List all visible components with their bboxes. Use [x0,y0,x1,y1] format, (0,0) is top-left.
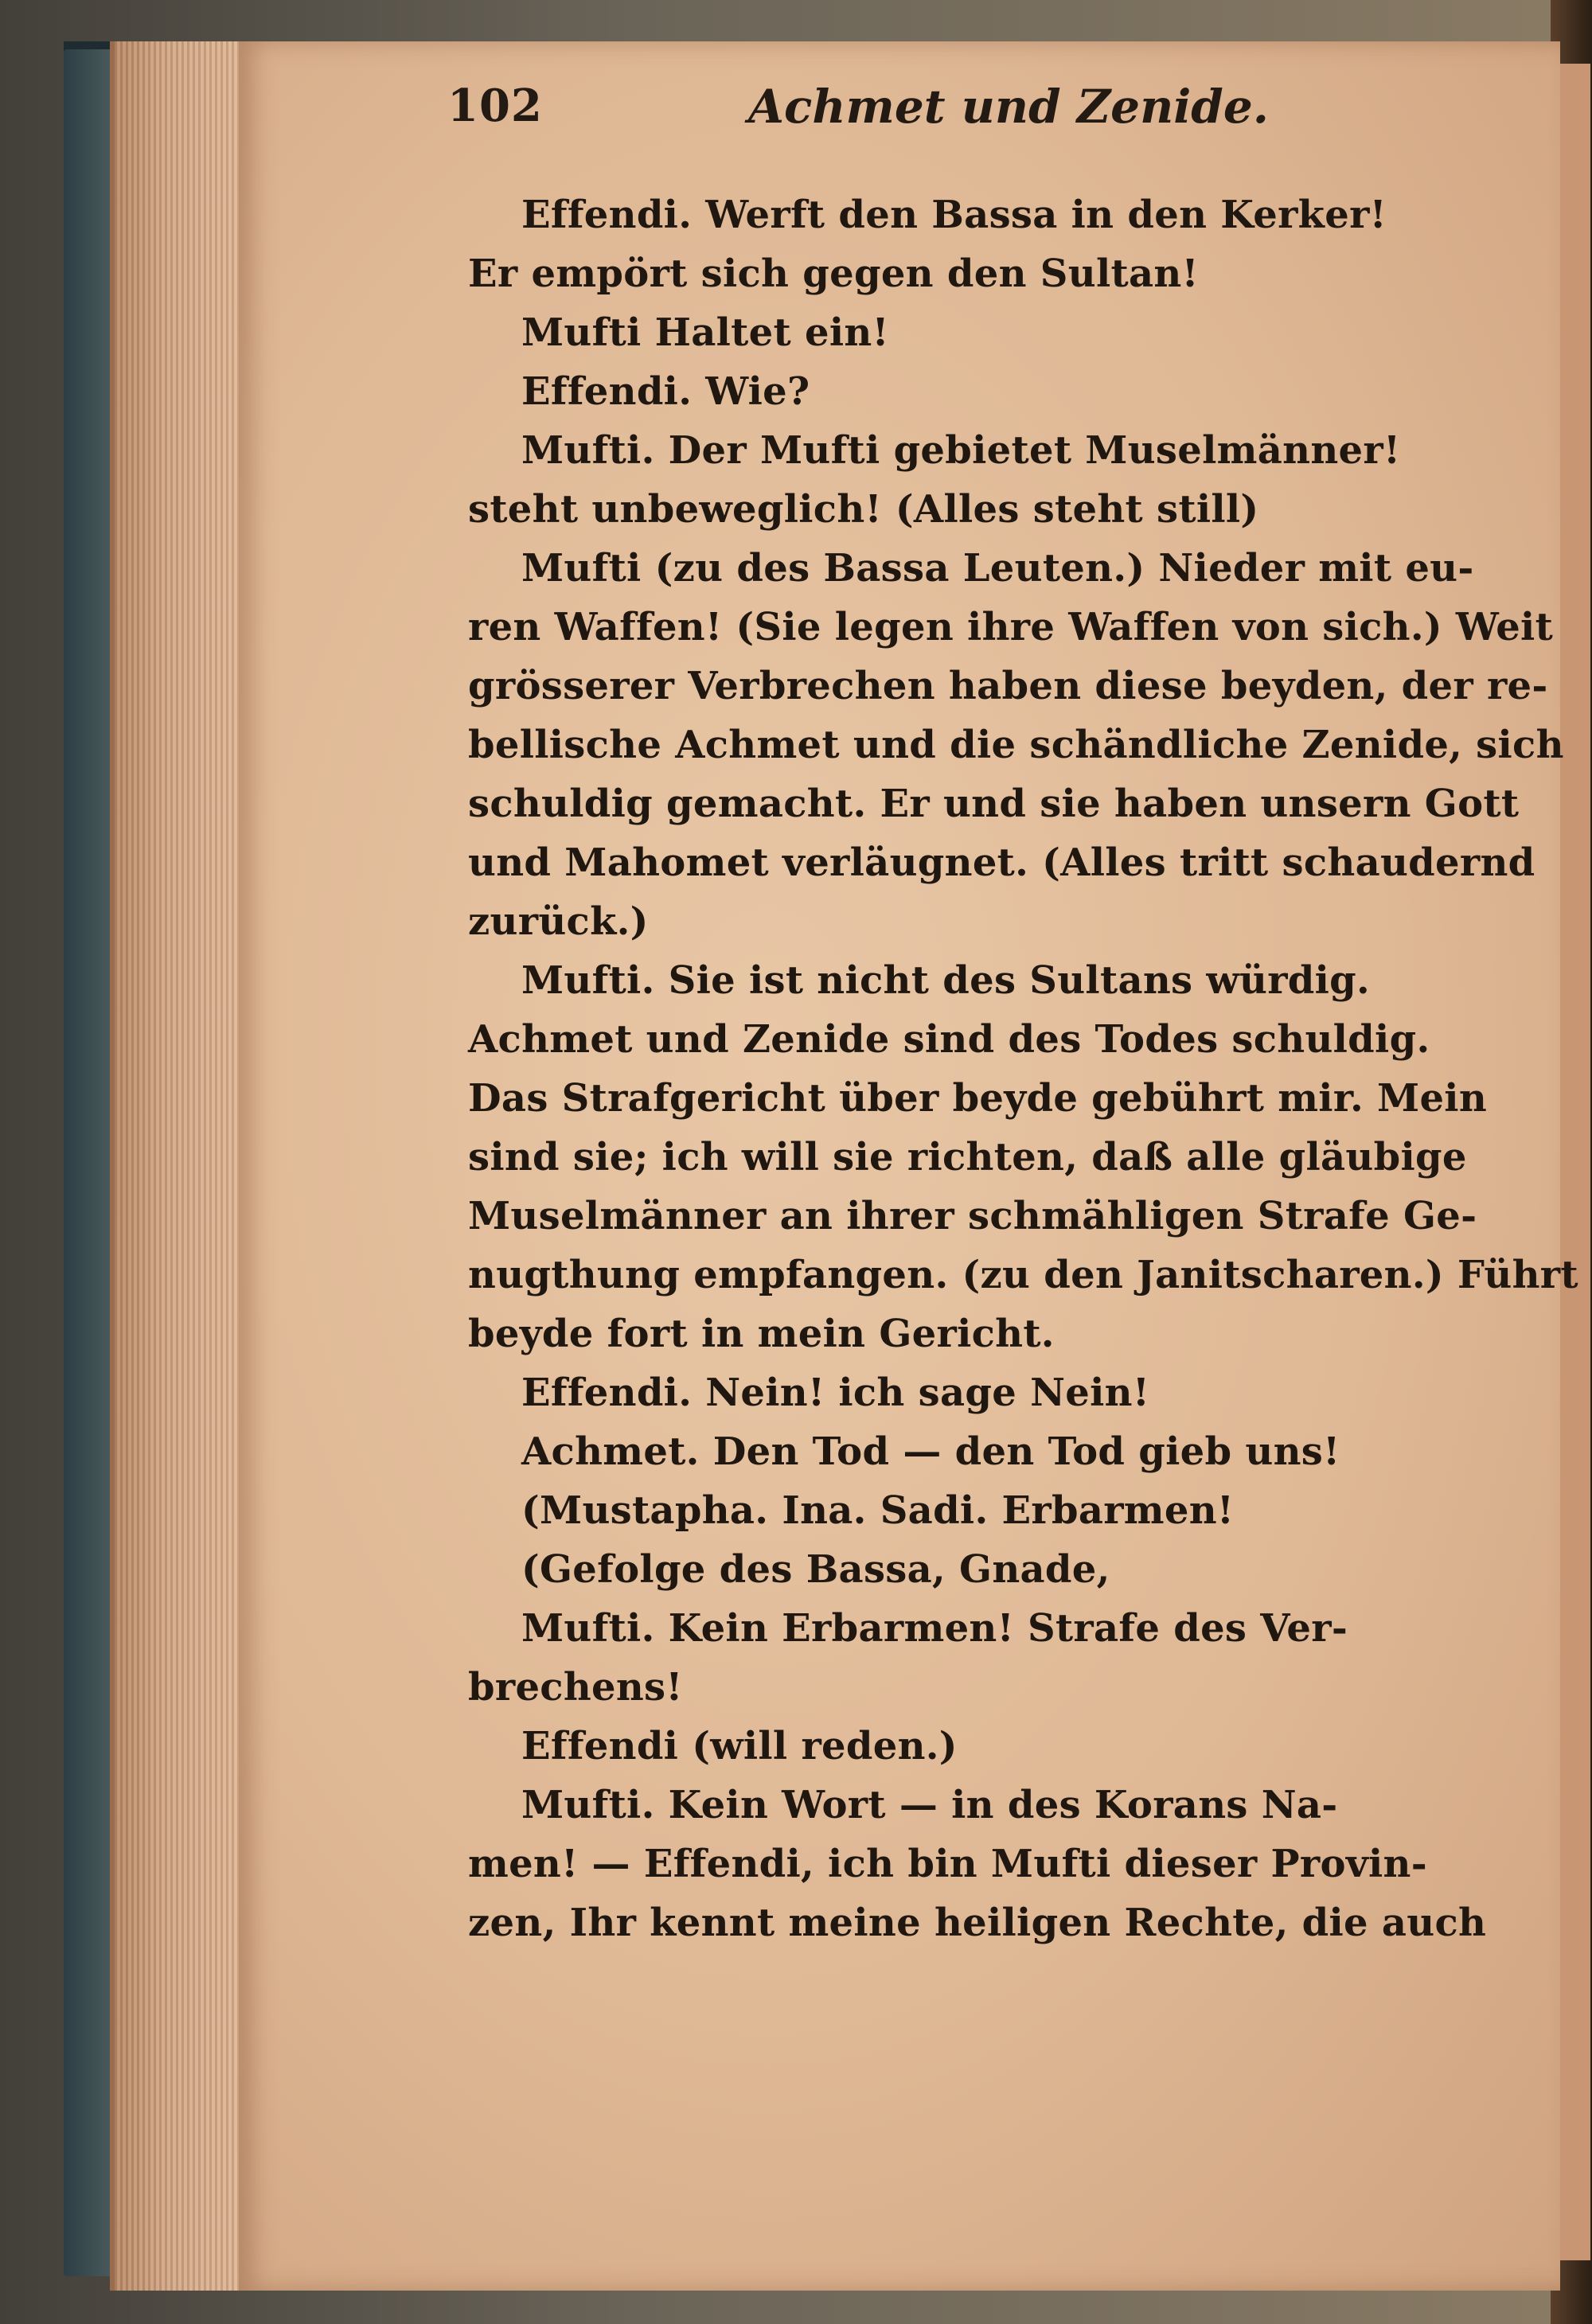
page-number: 102 [447,80,543,132]
text-line: Mufti Haltet ein! [521,310,889,355]
text-line: Muselmänner an ihrer schmähligen Strafe Ge- [468,1194,1477,1238]
text-line: Mufti. Kein Wort — in des Korans Na- [521,1783,1338,1827]
text-line: Effendi. Nein! ich sage Nein! [521,1371,1150,1415]
text-line: (Gefolge des Bassa, Gnade, [521,1547,1110,1592]
text-line: steht unbeweglich! (Alles steht still) [468,487,1259,532]
text-line: schuldig gemacht. Er und sie haben unsern Gott [468,782,1520,826]
text-line: Effendi. Werft den Bassa in den Kerker! [521,193,1387,237]
text-line: zen, Ihr kennt meine heiligen Rechte, die auch [468,1901,1487,1945]
page-block-edge [110,41,252,2291]
text-line: men! — Effendi, ich bin Mufti dieser Provin- [468,1842,1427,1886]
text-line: Mufti (zu des Bassa Leuten.) Nieder mit eu- [521,546,1474,591]
text-line: (Mustapha. Ina. Sadi. Erbarmen! [521,1488,1235,1533]
text-line: Effendi (will reden.) [521,1724,958,1768]
text-line: brechens! [468,1665,683,1710]
text-line: Achmet und Zenide sind des Todes schuldig. [468,1017,1430,1062]
text-line: grösserer Verbrechen haben diese beyden, der re- [468,664,1548,708]
text-line: Das Strafgericht über beyde gebührt mir. Mein [468,1076,1488,1121]
text-line: Effendi. Wie? [521,369,810,414]
text-line: bellische Achmet und die schändliche Zenide, sich [468,723,1564,767]
text-line: Er empört sich gegen den Sultan! [468,252,1199,296]
text-line: Mufti. Sie ist nicht des Sultans würdig. [521,958,1371,1003]
book-cover-edge [64,49,113,2276]
facing-page-edge [1559,64,1590,2260]
text-line: beyde fort in mein Gericht. [468,1312,1055,1356]
text-line: Mufti. Der Mufti gebietet Muselmänner! [521,428,1401,473]
text-line: nugthung empfangen. (zu den Janitscharen.) Führt [468,1253,1578,1297]
text-line: zurück.) [468,899,649,944]
running-head-title: Achmet und Zenide. [748,80,1269,134]
text-line: Mufti. Kein Erbarmen! Strafe des Ver- [521,1606,1348,1651]
page-text-block [239,41,1578,2291]
text-line: sind sie; ich will sie richten, daß alle gläubige [468,1135,1467,1180]
text-line: und Mahomet verläugnet. (Alles tritt schaudernd [468,840,1535,885]
text-line: ren Waffen! (Sie legen ihre Waffen von sich.) Weit [468,605,1554,649]
text-line: Achmet. Den Tod — den Tod gieb uns! [521,1429,1340,1474]
